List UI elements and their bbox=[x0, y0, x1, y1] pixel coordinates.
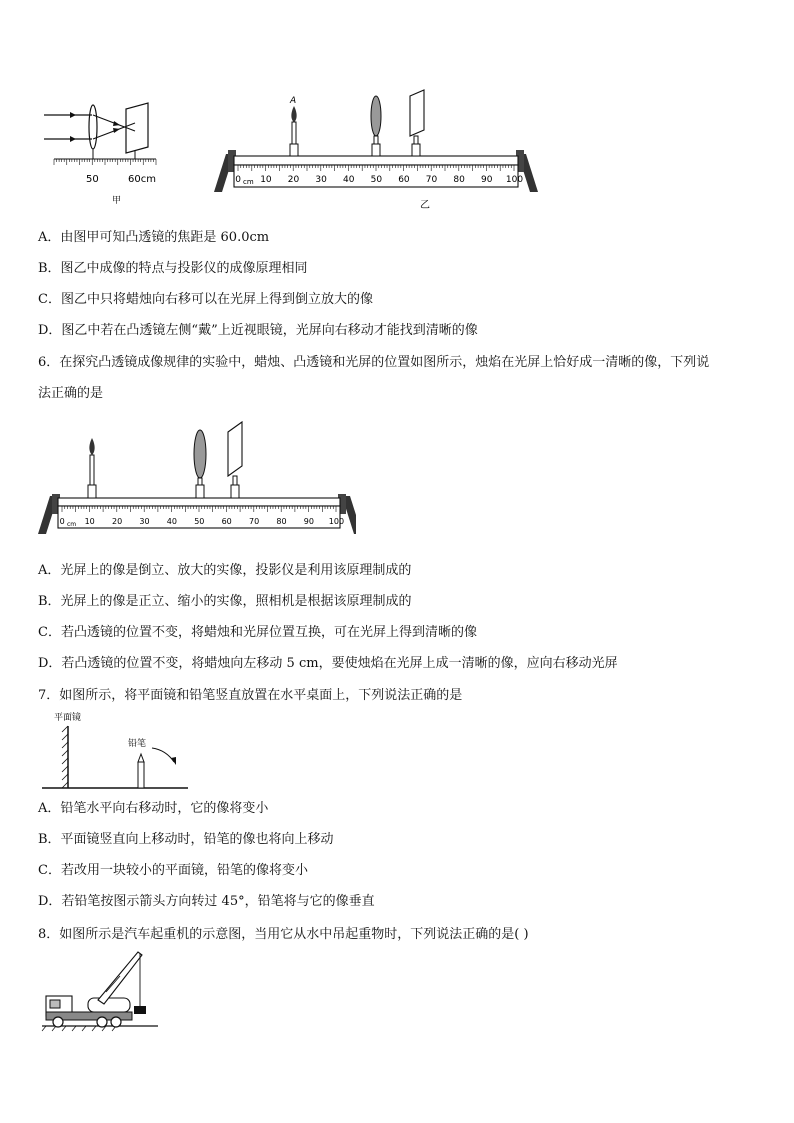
tick-label-60cm: 60cm bbox=[128, 174, 156, 185]
ruler-tick-label: 20 bbox=[112, 517, 123, 526]
q5-option-b: B．图乙中成像的特点与投影仪的成像原理相同 bbox=[38, 261, 308, 276]
ruler-tick-label: 0 bbox=[235, 175, 242, 185]
label-pencil: 铅笔 bbox=[128, 739, 147, 749]
figure-q6-optical-bench bbox=[36, 418, 356, 536]
q5-option-c: C．图乙中只将蜡烛向右移可以在光屏上得到倒立放大的像 bbox=[38, 292, 373, 307]
ruler-tick-label: 10 bbox=[260, 175, 272, 185]
q7-option-a: A．铅笔水平向右移动时，它的像将变小 bbox=[38, 801, 269, 816]
ruler-tick-label: 30 bbox=[315, 175, 327, 185]
ruler-tick-label: 20 bbox=[287, 175, 300, 185]
ruler-tick-label: 100 bbox=[328, 517, 345, 526]
ruler-tick-label: 40 bbox=[343, 175, 355, 185]
figure-q8-crane-truck bbox=[40, 946, 160, 1032]
q7-option-b: B．平面镜竖直向上移动时，铅笔的像也将向上移动 bbox=[38, 832, 334, 847]
ruler-tick-label: 100 bbox=[505, 175, 524, 185]
label-plane-mirror: 平面镜 bbox=[54, 713, 82, 723]
q6-stem-line2: 法正确的是 bbox=[38, 386, 104, 401]
ruler-tick-label: 80 bbox=[276, 517, 287, 526]
ruler-tick-label: 70 bbox=[249, 517, 260, 526]
unit-label-cm: cm bbox=[243, 178, 254, 186]
ruler-tick-label: 50 bbox=[194, 517, 205, 526]
q6-option-d: D．若凸透镜的位置不变，将蜡烛向左移动 5 cm，要使烛焰在光屏上成一清晰的像，应向右移动光屏 bbox=[38, 656, 618, 671]
unit-label-cm: cm bbox=[67, 521, 77, 528]
q6-option-b: B．光屏上的像是正立、缩小的实像，照相机是根据该原理制成的 bbox=[38, 594, 412, 609]
q7-option-d: D．若铅笔按图示箭头方向转过 45°，铅笔将与它的像垂直 bbox=[38, 894, 375, 909]
ruler-tick-label: 40 bbox=[166, 517, 177, 526]
figure-jia-lens-focal bbox=[40, 95, 165, 210]
figure-caption-yi: 乙 bbox=[420, 200, 430, 211]
ruler-tick-label: 70 bbox=[425, 175, 438, 185]
q7-option-c: C．若改用一块较小的平面镜，铅笔的像将变小 bbox=[38, 863, 308, 878]
q8-stem: 8．如图所示是汽车起重机的示意图，当用它从水中吊起重物时，下列说法正确的是( ) bbox=[38, 927, 529, 942]
q6-option-a: A．光屏上的像是倒立、放大的实像，投影仪是利用该原理制成的 bbox=[38, 563, 412, 578]
figure-yi-optical-bench bbox=[212, 88, 547, 213]
q5-option-a: A．由图甲可知凸透镜的焦距是 60.0cm bbox=[38, 230, 270, 245]
q7-stem: 7．如图所示，将平面镜和铅笔竖直放置在水平桌面上，下列说法正确的是 bbox=[38, 688, 463, 703]
ruler-tick-label: 10 bbox=[84, 517, 95, 526]
ruler-tick-label: 90 bbox=[481, 175, 493, 185]
ruler-tick-label: 0 bbox=[59, 517, 65, 526]
q5-option-d: D．图乙中若在凸透镜左侧“戴”上近视眼镜，光屏向右移动才能找到清晰的像 bbox=[38, 323, 478, 338]
ruler-tick-label: 60 bbox=[221, 517, 232, 526]
q6-option-c: C．若凸透镜的位置不变，将蜡烛和光屏位置互换，可在光屏上得到清晰的像 bbox=[38, 625, 477, 640]
ruler-tick-label: 60 bbox=[398, 175, 410, 185]
figure-caption-jia: 甲 bbox=[112, 196, 122, 206]
q6-stem-line1: 6．在探究凸透镜成像规律的实验中，蜡烛、凸透镜和光屏的位置如图所示，烛焰在光屏上恰好成一清晰的像，下列说 bbox=[38, 355, 710, 370]
ruler-tick-label: 80 bbox=[453, 175, 465, 185]
ruler-tick-label: 50 bbox=[370, 175, 383, 185]
ruler-tick-label: 30 bbox=[139, 517, 150, 526]
figure-q7-mirror-pencil bbox=[40, 710, 190, 792]
ruler-tick-label: 90 bbox=[303, 517, 314, 526]
tick-label-50: 50 bbox=[86, 174, 99, 185]
label-a: A bbox=[290, 96, 297, 106]
